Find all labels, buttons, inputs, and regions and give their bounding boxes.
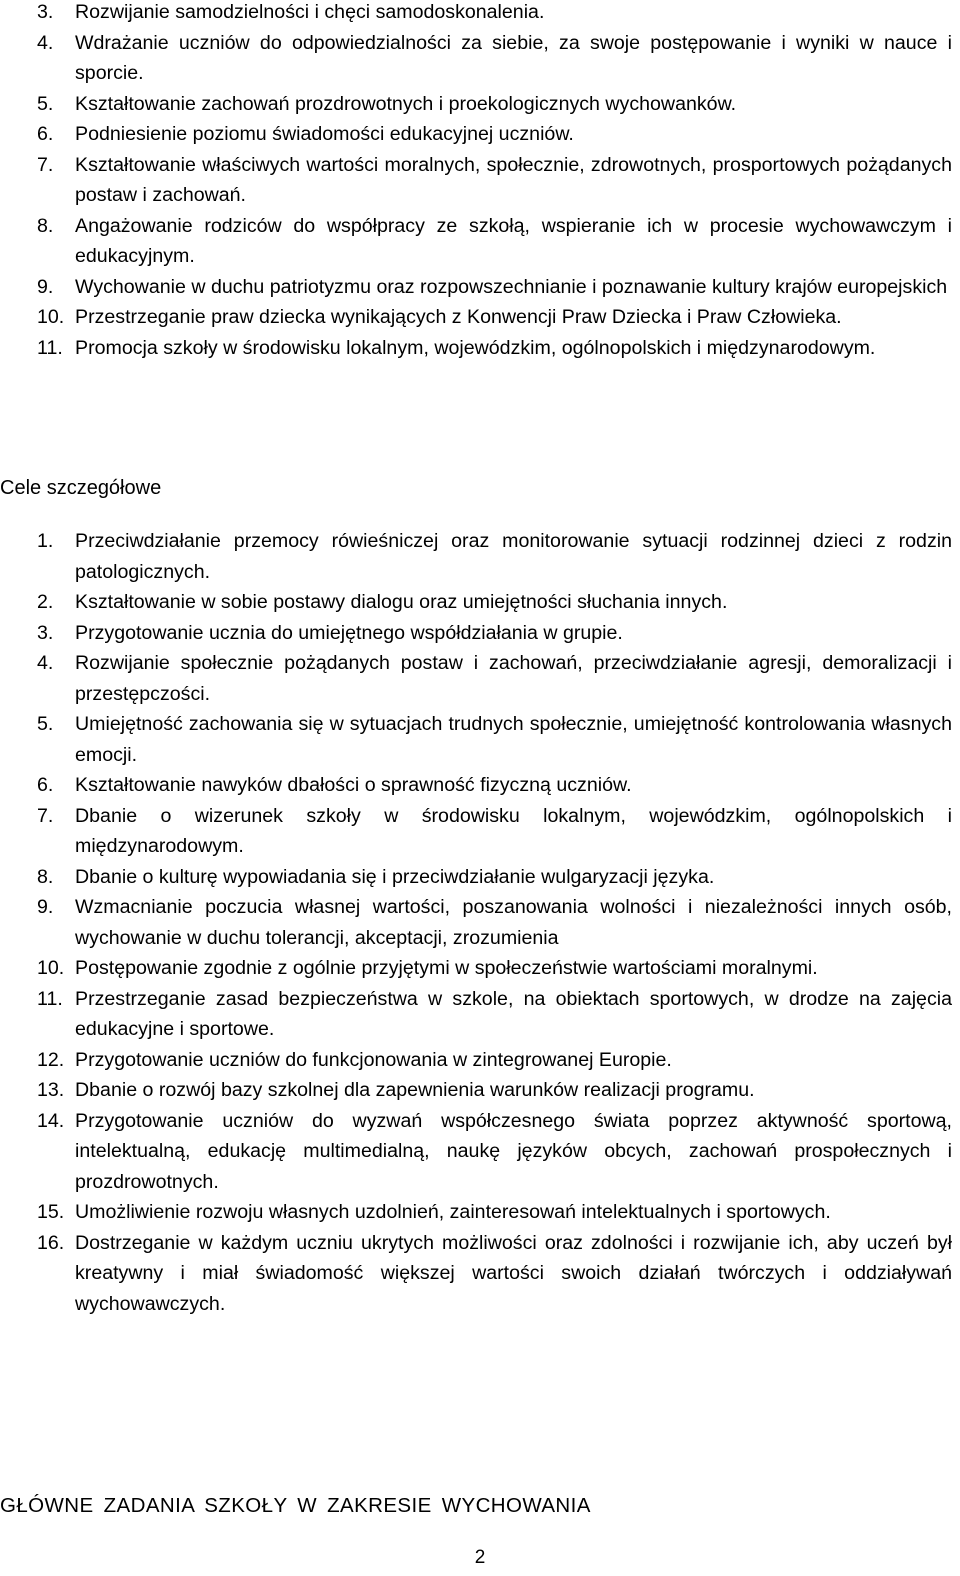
item-text: Dbanie o rozwój bazy szkolnej dla zapewnienia warunków realizacji programu. — [75, 1079, 755, 1101]
item-number: 7. — [37, 153, 54, 176]
item-text: Rozwijanie społecznie pożądanych postaw i zachowań, przeciwdziałanie agresji, demoralizacji i przestępczości. — [75, 652, 952, 705]
item-number: 8. — [37, 865, 54, 888]
item-text: Angażowanie rodziców do współpracy ze szkołą, wspieranie ich w procesie wychowawczym i edukacyjnym. — [75, 214, 952, 267]
item-number: 15. — [37, 1201, 65, 1223]
item-number: 4. — [37, 652, 54, 674]
list-item — [0, 1197, 960, 1228]
item-text: Przestrzeganie zasad bezpieczeństwa w szkole, na obiektach sportowych, w drodze na zajęcia edukacyjne i sportowe. — [75, 987, 952, 1040]
list-item — [0, 648, 960, 709]
item-number: 3. — [37, 621, 54, 644]
item-number: 1. — [37, 530, 54, 552]
item-number: 3. — [37, 1, 54, 23]
list-item — [0, 618, 960, 649]
list-item — [0, 302, 960, 333]
item-number: 9. — [37, 275, 54, 298]
item-text: Przestrzeganie praw dziecka wynikających z Konwencji Praw Dziecka i Praw Człowieka. — [75, 306, 842, 328]
item-text: Kształtowanie nawyków dbałości o sprawność fizyczną uczniów. — [75, 774, 632, 796]
item-number: 9. — [37, 896, 54, 918]
specific-goals-list — [0, 526, 960, 1319]
item-text: Przygotowanie uczniów do wyzwań współczesnego świata poprzez aktywność sportową, intelektualną, edukację multimedialną, naukę języków obcych, zachowań prospołecznych i prozdrowotnych. — [75, 1109, 952, 1193]
list-item — [0, 89, 960, 120]
item-text: Wzmacnianie poczucia własnej wartości, poszanowania wolności i niezależności innych osób, wychowanie w duchu tolerancji, akceptacji, zrozumienia — [75, 896, 952, 949]
item-number: 14. — [37, 1109, 65, 1132]
item-text: Podniesienie poziomu świadomości edukacyjnej uczniów. — [75, 123, 574, 145]
item-number: 4. — [37, 31, 54, 54]
list-item — [0, 211, 960, 272]
list-item — [0, 333, 960, 364]
item-text: Postępowanie zgodnie z ogólnie przyjętymi w społeczeństwie wartościami moralnymi. — [75, 957, 818, 979]
item-number: 7. — [37, 804, 54, 827]
item-text: Kształtowanie w sobie postawy dialogu oraz umiejętności słuchania innych. — [75, 591, 728, 613]
item-text: Wdrażanie uczniów do odpowiedzialności za siebie, za swoje postępowanie i wyniki w nauce i sporcie. — [75, 31, 952, 84]
item-number: 6. — [37, 123, 54, 145]
item-number: 5. — [37, 92, 54, 115]
list-item — [0, 526, 960, 587]
item-text: Umożliwienie rozwoju własnych uzdolnień, zainteresowań intelektualnych i sportowych. — [75, 1201, 831, 1223]
list-item — [0, 1106, 960, 1198]
list-item — [0, 953, 960, 984]
general-goals-list — [0, 0, 960, 363]
item-text: Przygotowanie uczniów do funkcjonowania w zintegrowanej Europie. — [75, 1048, 672, 1071]
list-item — [0, 150, 960, 211]
list-item — [0, 1228, 960, 1320]
section-heading-specific-goals: Cele szczegółowe — [0, 477, 162, 499]
page-number: 2 — [474, 1547, 486, 1568]
item-number: 2. — [37, 591, 54, 613]
list-item — [0, 770, 960, 801]
main-section-heading: GŁÓWNE ZADANIA SZKOŁY W ZAKRESIE WYCHOWANIA — [0, 1494, 591, 1517]
list-item — [0, 272, 960, 303]
list-item — [0, 119, 960, 150]
item-text: Dostrzeganie w każdym uczniu ukrytych możliwości oraz zdolności i rozwijanie ich, aby uczeń był kreatywny i miał świadomość większej wartości swoich działań twórczych i oddziaływań wychowawczych. — [75, 1231, 952, 1315]
list-item — [0, 587, 960, 618]
item-text: Rozwijanie samodzielności i chęci samodoskonalenia. — [75, 1, 545, 23]
item-number: 10. — [37, 957, 65, 979]
list-item — [0, 862, 960, 893]
item-number: 5. — [37, 713, 54, 735]
item-number: 10. — [37, 306, 65, 328]
item-text: Kształtowanie zachowań prozdrowotnych i proekologicznych wychowanków. — [75, 92, 737, 115]
item-text: Przygotowanie ucznia do umiejętnego współdziałania w grupie. — [75, 621, 623, 644]
item-text: Umiejętność zachowania się w sytuacjach trudnych społecznie, umiejętność kontrolowania własnych emocji. — [75, 713, 952, 766]
list-item — [0, 801, 960, 862]
list-item — [0, 1075, 960, 1106]
list-item — [0, 984, 960, 1045]
item-number: 11. — [37, 987, 63, 1010]
item-number: 6. — [37, 774, 54, 796]
item-text: Promocja szkoły w środowisku lokalnym, wojewódzkim, ogólnopolskich i międzynarodowym. — [75, 336, 876, 359]
list-item — [0, 892, 960, 953]
item-number: 13. — [37, 1079, 65, 1101]
item-number: 16. — [37, 1231, 65, 1254]
item-text: Kształtowanie właściwych wartości moralnych, społecznie, zdrowotnych, prosportowych pożądanych postaw i zachowań. — [75, 153, 952, 206]
item-text: Dbanie o wizerunek szkoły w środowisku lokalnym, wojewódzkim, ogólnopolskich i międzynarodowym. — [75, 804, 952, 857]
item-text: Wychowanie w duchu patriotyzmu oraz rozpowszechnianie i poznawanie kultury krajów europejskich — [75, 275, 948, 298]
item-text: Dbanie o kulturę wypowiadania się i przeciwdziałanie wulgaryzacji języka. — [75, 865, 715, 888]
item-text: Przeciwdziałanie przemocy rówieśniczej oraz monitorowanie sytuacji rodzinnej dzieci z rodzin patologicznych. — [75, 530, 952, 583]
list-item — [0, 709, 960, 770]
list-item — [0, 28, 960, 89]
list-item — [0, 0, 960, 28]
list-item — [0, 1045, 960, 1076]
item-number: 8. — [37, 214, 54, 237]
item-number: 12. — [37, 1048, 65, 1071]
item-number: 11. — [37, 336, 63, 359]
